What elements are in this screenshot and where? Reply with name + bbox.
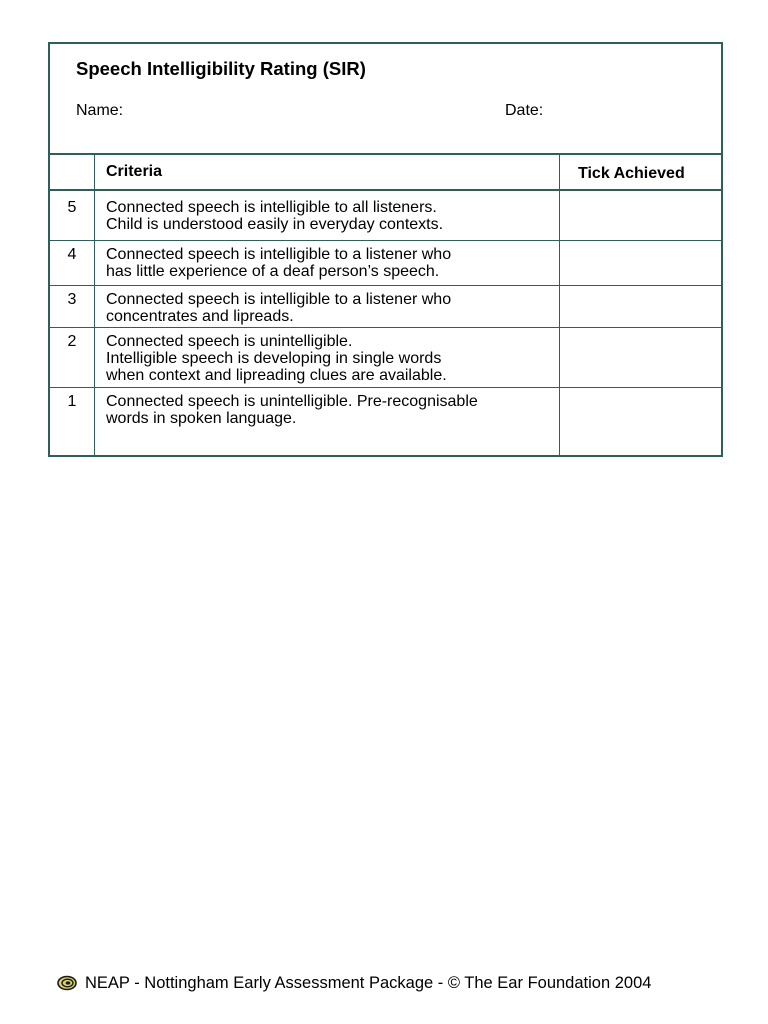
- criteria-text: [106, 291, 451, 325]
- criteria-text: [106, 333, 447, 384]
- tick-checkbox-cell[interactable]: [560, 241, 721, 285]
- form-header: [50, 44, 721, 155]
- criteria-line: Connected speech is intelligible to a listener who: [106, 291, 452, 308]
- criteria-line: has little experience of a deaf person’s speech.: [106, 263, 440, 280]
- tick-checkbox-cell[interactable]: [560, 286, 721, 327]
- criteria-column-header: Criteria: [106, 163, 163, 180]
- criteria-text: [106, 199, 443, 233]
- criteria-text: [106, 393, 478, 427]
- tick-achieved-column-header: Tick Achieved: [578, 165, 685, 182]
- criteria-line: Intelligible speech is developing in single words: [106, 350, 442, 367]
- tick-checkbox-cell[interactable]: [560, 328, 721, 387]
- row-number: 3: [67, 291, 77, 308]
- tick-checkbox-cell[interactable]: [560, 191, 721, 240]
- row-number: 5: [67, 199, 77, 216]
- criteria-line: concentrates and lipreads.: [106, 308, 294, 325]
- criteria-line: words in spoken language.: [106, 410, 297, 427]
- form-title: Speech Intelligibility Rating (SIR): [76, 58, 366, 79]
- criteria-line: Connected speech is intelligible to a listener who: [106, 246, 452, 263]
- criteria-line: when context and lipreading clues are available.: [106, 367, 447, 384]
- footer-copyright: NEAP - Nottingham Early Assessment Package - © The Ear Foundation 2004: [85, 973, 652, 992]
- criteria-line: Connected speech is unintelligible. Pre-recognisable: [106, 393, 478, 410]
- page-footer: [57, 973, 651, 993]
- ear-spiral-icon: [57, 975, 77, 991]
- criteria-table: [50, 155, 721, 455]
- criteria-line: Child is understood easily in everyday contexts.: [106, 216, 444, 233]
- criteria-text: [106, 246, 451, 280]
- table-divider-number: [94, 155, 95, 455]
- row-number: 1: [67, 393, 77, 410]
- row-number: 2: [67, 333, 77, 350]
- tick-checkbox-cell[interactable]: [560, 388, 721, 455]
- criteria-line: Connected speech is unintelligible.: [106, 333, 353, 350]
- name-label: Name:: [76, 102, 124, 119]
- criteria-line: Connected speech is intelligible to all listeners.: [106, 199, 437, 216]
- sir-form: [48, 42, 723, 457]
- row-number: 4: [67, 246, 77, 263]
- date-label: Date:: [505, 102, 544, 119]
